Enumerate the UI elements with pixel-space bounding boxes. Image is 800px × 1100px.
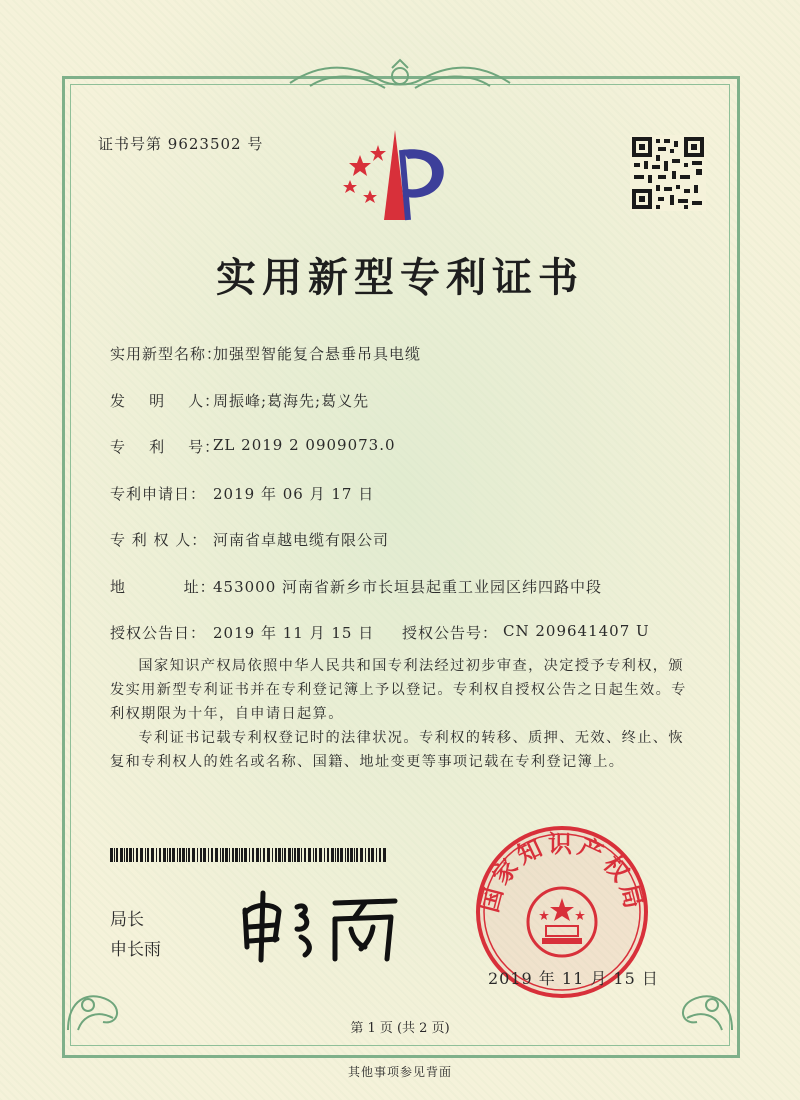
director-signature bbox=[235, 885, 405, 965]
field-label-name: 实用新型名称： bbox=[110, 345, 223, 363]
body-paragraph-grant: 国家知识产权局依照中华人民共和国专利法经过初步审查，决定授予专利权，颁发实用新型专利证书并在专利登记簿上予以登记。专利权自授权公告之日起生效。专利权期限为十年，自申请日起算。 bbox=[110, 658, 687, 722]
certificate-number bbox=[98, 133, 263, 154]
certificate-number-label: 证书号第 bbox=[98, 135, 163, 153]
field-value-inventor: 周振峰;葛海先;葛义先 bbox=[213, 392, 370, 410]
certificate-title: 实用新型专利证书 bbox=[216, 254, 584, 301]
field-value-address: 453000 河南省新乡市长垣县起重工业园区纬四路中段 bbox=[213, 578, 603, 596]
patent-office-logo bbox=[340, 125, 460, 225]
field-label-grant-number: 授权公告号： bbox=[402, 624, 499, 642]
field-label-inventor: 发 明 人： bbox=[110, 392, 221, 410]
field-label-application-date: 专利申请日： bbox=[110, 485, 207, 503]
certificate-number-suffix: 号 bbox=[247, 135, 264, 153]
top-ornament bbox=[280, 58, 520, 98]
field-value-grant-number: CN 209641407 U bbox=[503, 622, 650, 640]
field-value-application-date: 2019 年 06 月 17 日 bbox=[213, 485, 375, 503]
field-value-grant-date: 2019 年 11 月 15 日 bbox=[213, 624, 375, 642]
seal-text: 国家知识产权局 bbox=[474, 829, 650, 916]
director-name: 申长雨 bbox=[110, 940, 161, 960]
certificate-number-value: 9623502 bbox=[167, 135, 242, 153]
field-value-name: 加强型智能复合悬垂吊具电缆 bbox=[213, 345, 422, 363]
seal-date: 2019 年 11 月 15 日 bbox=[488, 969, 659, 988]
field-label-grant-date: 授权公告日： bbox=[110, 624, 207, 642]
body-paragraph-legal-status: 专利证书记载专利权登记时的法律状况。专利权的转移、质押、无效、终止、恢复和专利权人的姓名或名称、国籍、地址变更等事项记载在专利登记簿上。 bbox=[110, 730, 684, 770]
field-label-patentee: 专 利 权 人： bbox=[110, 531, 208, 549]
qr-code bbox=[630, 135, 706, 211]
field-value-patent-number: ZL 2019 2 0909073.0 bbox=[213, 436, 396, 454]
field-label-patent-number: 专 利 号： bbox=[110, 438, 221, 456]
footer-note: 其他事项参见背面 bbox=[347, 1065, 452, 1079]
page-number: 第 1 页 (共 2 页) bbox=[350, 1021, 450, 1036]
field-label-address: 地 址： bbox=[110, 578, 216, 596]
barcode bbox=[110, 848, 390, 862]
director-title: 局长 bbox=[110, 910, 144, 930]
field-value-patentee: 河南省卓越电缆有限公司 bbox=[213, 531, 390, 549]
